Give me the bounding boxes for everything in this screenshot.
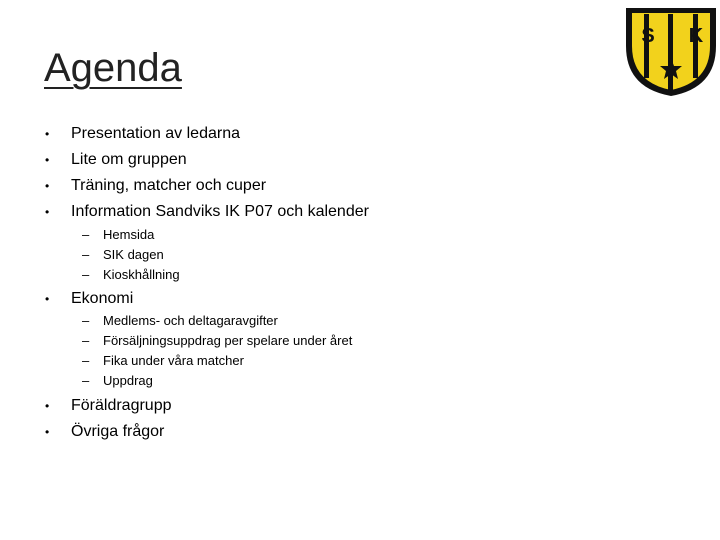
sub-item bbox=[82, 247, 164, 263]
agenda-item bbox=[45, 396, 172, 416]
dash-icon: – bbox=[82, 227, 90, 242]
logo-letter-i: I bbox=[668, 21, 674, 43]
sub-item-label: Hemsida bbox=[103, 227, 155, 242]
sub-item-label: Medlems- och deltagaravgifter bbox=[103, 313, 278, 328]
bullet-icon: • bbox=[45, 179, 50, 193]
sik-logo bbox=[622, 0, 720, 98]
sub-item bbox=[82, 313, 278, 329]
sub-item-label: Kioskhållning bbox=[103, 267, 180, 282]
sub-item-label: SIK dagen bbox=[103, 247, 164, 262]
dash-icon: – bbox=[82, 247, 90, 262]
logo-letter-s: S bbox=[641, 25, 655, 47]
agenda-item-label: Övriga frågor bbox=[71, 423, 165, 440]
sub-item-label: Försäljningsuppdrag per spelare under året bbox=[103, 333, 353, 348]
sub-item bbox=[82, 333, 352, 349]
agenda-item-label: Lite om gruppen bbox=[71, 151, 187, 168]
agenda-item bbox=[45, 422, 164, 442]
agenda-item bbox=[45, 150, 187, 170]
dash-icon: – bbox=[82, 333, 90, 348]
bullet-icon: • bbox=[45, 425, 50, 439]
dash-icon: – bbox=[82, 313, 90, 328]
agenda-item-label: Föräldragrupp bbox=[71, 397, 172, 414]
logo-letter-k: K bbox=[688, 25, 704, 47]
agenda-item-label: Ekonomi bbox=[71, 290, 134, 307]
agenda-item-label: Träning, matcher och cuper bbox=[71, 177, 267, 194]
bullet-icon: • bbox=[45, 205, 50, 219]
bullet-icon: • bbox=[45, 153, 50, 167]
sub-item bbox=[82, 373, 153, 389]
bullet-icon: • bbox=[45, 292, 50, 306]
agenda-item bbox=[45, 202, 369, 222]
sub-item bbox=[82, 227, 154, 243]
agenda-item bbox=[45, 289, 133, 309]
agenda-item bbox=[45, 124, 240, 144]
dash-icon: – bbox=[82, 267, 90, 282]
bullet-icon: • bbox=[45, 127, 50, 141]
sub-item-label: Uppdrag bbox=[103, 373, 153, 388]
sub-item-label: Fika under våra matcher bbox=[103, 353, 244, 368]
agenda-item-label: Presentation av ledarna bbox=[71, 125, 240, 142]
bullet-icon: • bbox=[45, 399, 50, 413]
agenda-item-label: Information Sandviks IK P07 och kalender bbox=[71, 203, 369, 220]
agenda-item bbox=[45, 176, 266, 196]
sub-item bbox=[82, 353, 244, 369]
dash-icon: – bbox=[82, 373, 90, 388]
dash-icon: – bbox=[82, 353, 90, 368]
slide-title: Agenda bbox=[44, 46, 182, 90]
sub-item bbox=[82, 267, 180, 283]
